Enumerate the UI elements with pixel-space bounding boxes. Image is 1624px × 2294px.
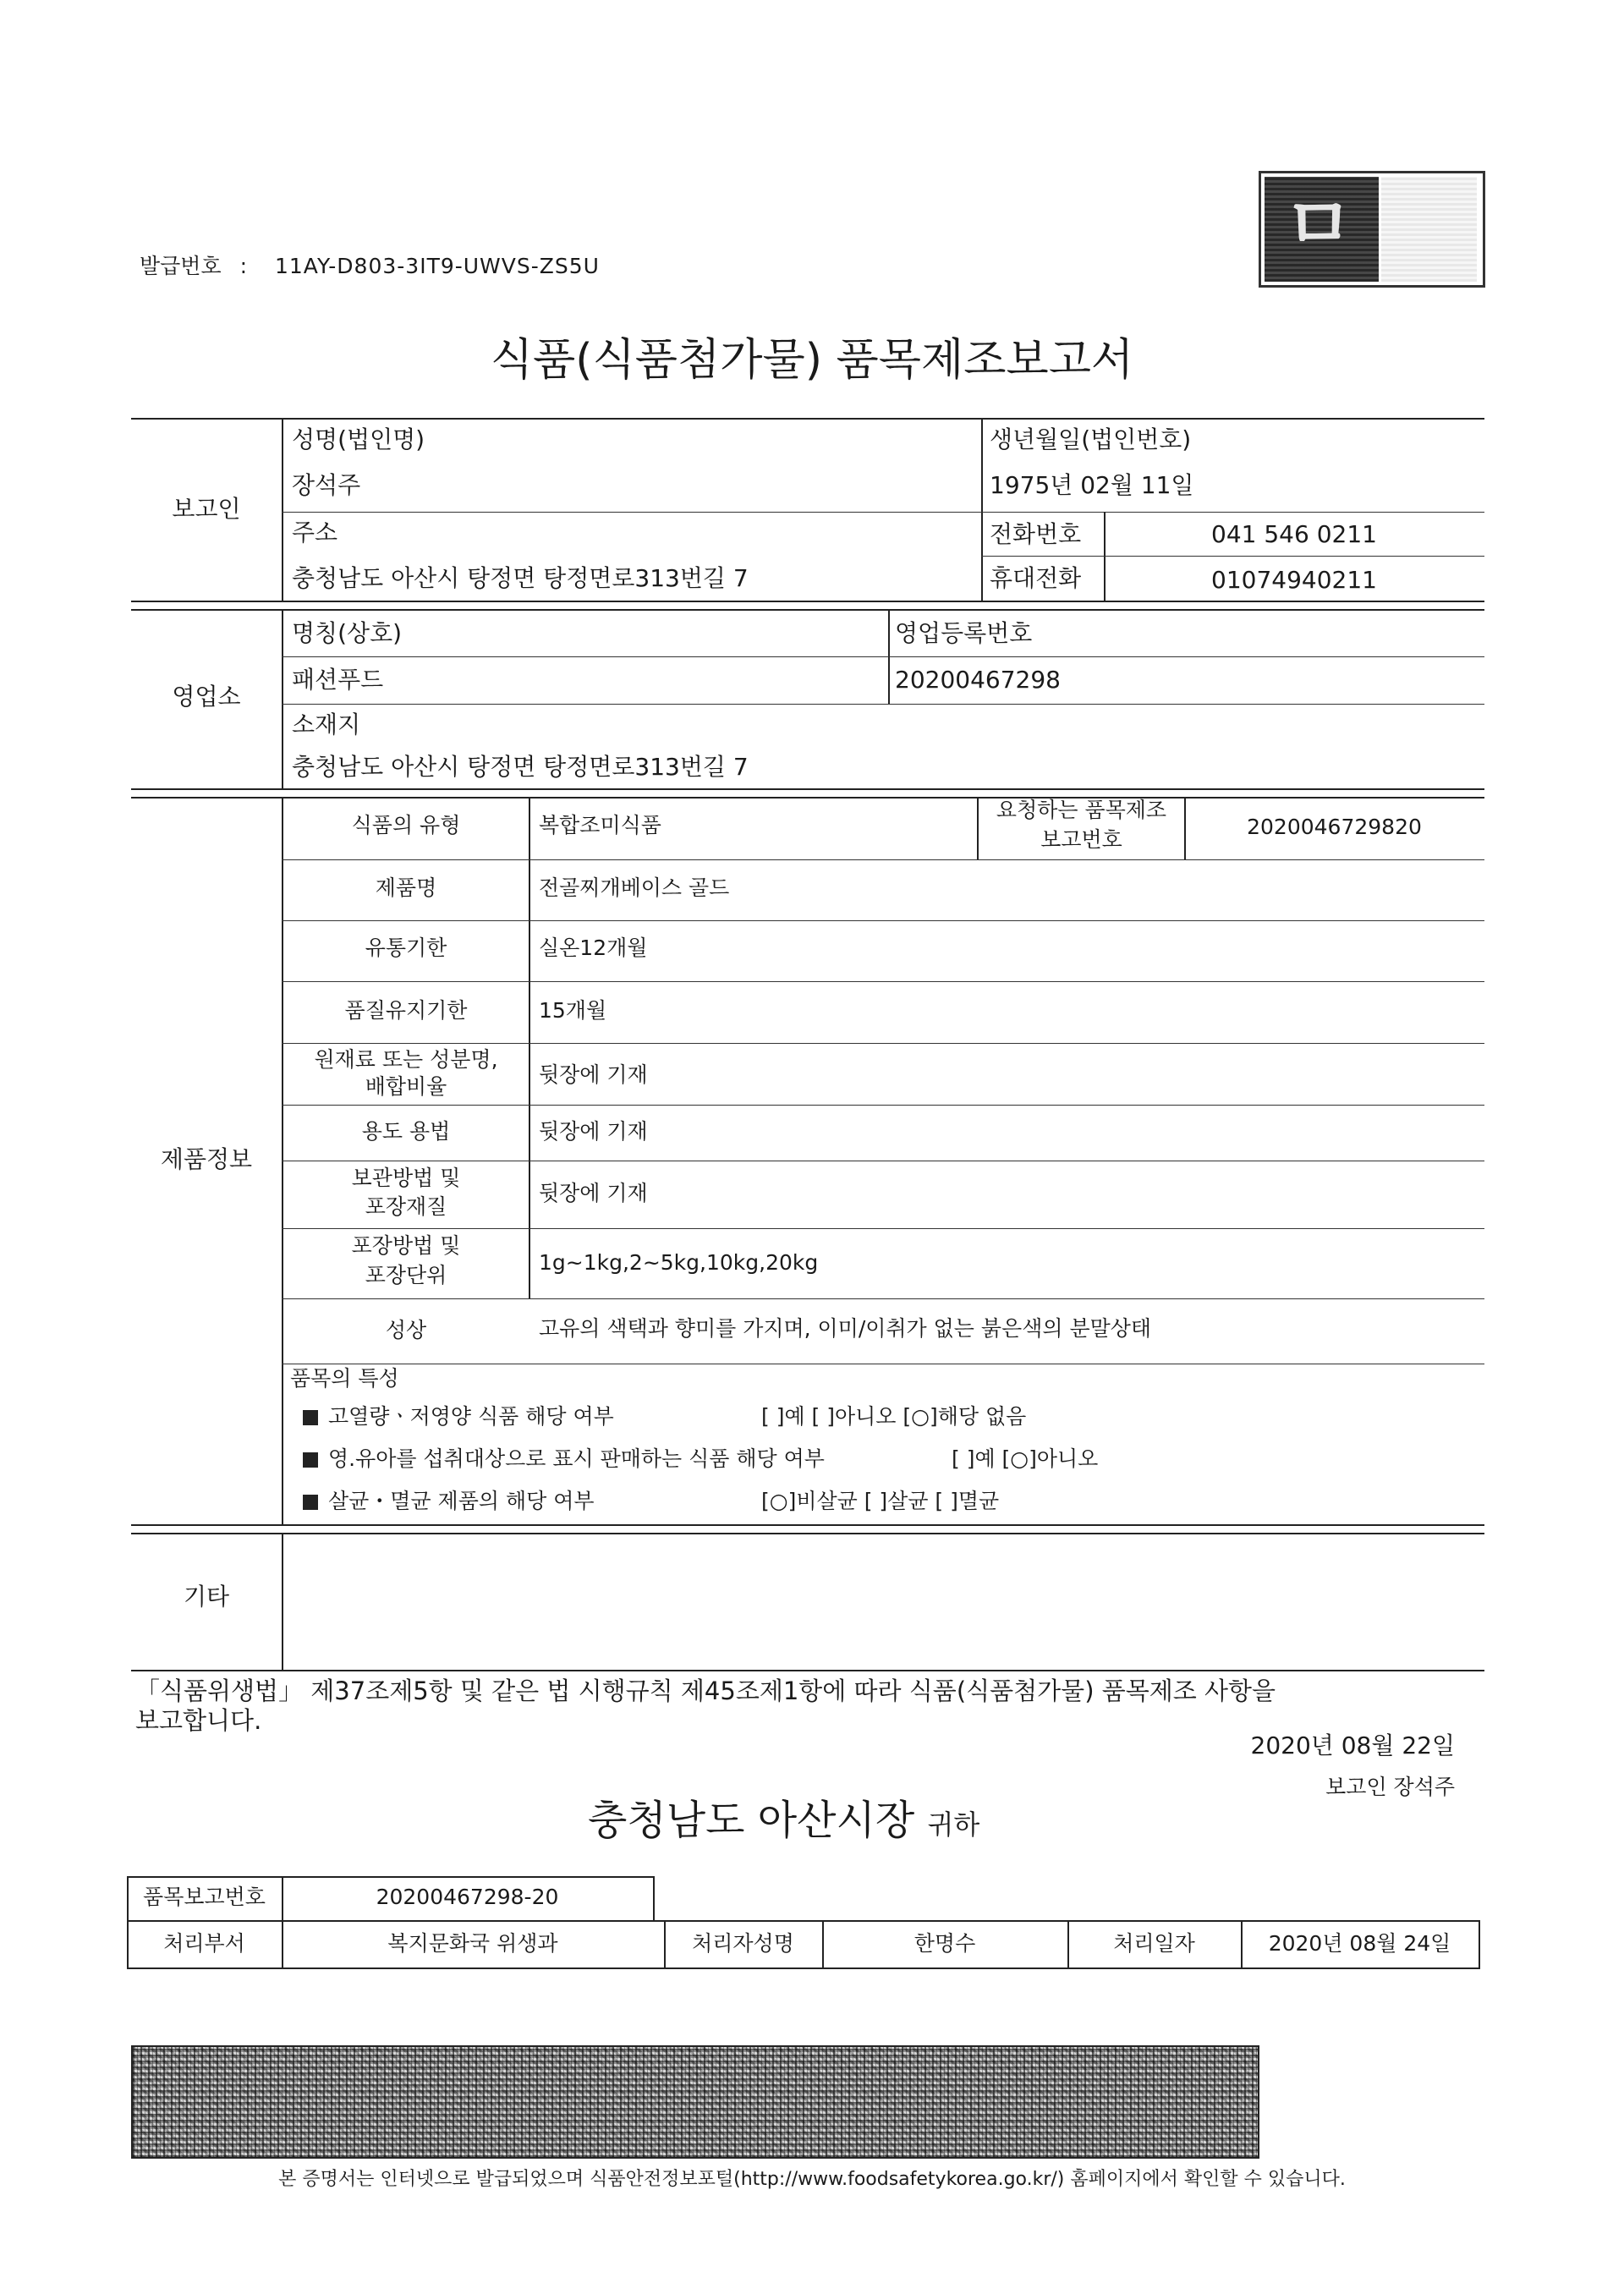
statement-text-2: 보고합니다. [135, 1706, 262, 1735]
storage-label: 보관방법 및 [351, 1166, 461, 1190]
feature-item: 살균・멸균 제품의 해당 여부 [303, 1490, 595, 1512]
product-name-label: 제품명 [375, 875, 437, 900]
report-no-label: 요청하는 품목제조 [996, 798, 1167, 822]
reporter-dob: 1975년 02월 11일 [990, 471, 1194, 499]
verification-stamp [1259, 171, 1485, 288]
product-quality: 15개월 [539, 998, 607, 1023]
ingredients-label-2: 배합비율 [365, 1074, 447, 1099]
product-packaging: 1g~1kg,2~5kg,10kg,20kg [539, 1250, 819, 1275]
page-title: 식품(식품첨가물) 품목제조보고서 [490, 335, 1134, 386]
usage-label: 용도 용법 [361, 1119, 451, 1144]
issue-label: 발급번호 : [140, 254, 247, 278]
report-date: 2020년 08월 22일 [1250, 1731, 1455, 1759]
reporter-name: 장석주 [292, 471, 361, 499]
packaging-label-2: 포장단위 [365, 1263, 447, 1287]
feature-options: [○]비살균 [ ]살균 [ ]멸균 [761, 1489, 1000, 1513]
square-bullet-icon [303, 1452, 318, 1468]
product-name: 전골찌개베이스 골드 [539, 875, 730, 900]
recipient: 충청남도 아산시장 귀하 [588, 1797, 980, 1844]
report-no-label-2: 보고번호 [1040, 827, 1122, 852]
other-label: 기타 [183, 1583, 230, 1611]
phone-label: 전화번호 [990, 520, 1082, 548]
ingredients-label: 원재료 또는 성분명, [314, 1047, 498, 1072]
processing-report-no-label: 품목보고번호 [143, 1885, 266, 1909]
quality-label: 품질유지기한 [344, 998, 468, 1023]
name-label: 성명(법인명) [292, 425, 425, 453]
processor-label: 처리자성명 [692, 1931, 794, 1956]
business-name: 패션푸드 [292, 666, 384, 694]
product-ingredients: 뒷장에 기재 [539, 1062, 648, 1087]
processing-report-no: 20200467298-20 [376, 1885, 559, 1909]
business-location: 충청남도 아산시 탕정면 탕정면로313번길 7 [292, 753, 749, 781]
statement-text: 「식품위생법」 제37조제5항 및 같은 법 시행규칙 제45조제1항에 따라 식품(식품첨가물) 품목제조 사항을 [135, 1677, 1276, 1705]
mobile-label: 휴대전화 [990, 564, 1082, 592]
signer: 보고인 장석주 [1325, 1775, 1455, 1799]
address-label: 주소 [292, 519, 338, 546]
reporter-phone: 041 546 0211 [1211, 520, 1377, 548]
product-type: 복합조미식품 [539, 813, 661, 837]
product-section-label: 제품정보 [160, 1145, 253, 1173]
product-storage: 뒷장에 기재 [539, 1181, 648, 1205]
processing-date-label: 처리일자 [1113, 1931, 1195, 1956]
stamp-mark-icon: ㅁ [1283, 183, 1354, 267]
dob-label: 생년월일(법인번호) [990, 425, 1192, 453]
packaging-label: 포장방법 및 [351, 1233, 461, 1258]
feature-item: 고열량ㆍ저영양 식품 해당 여부 [303, 1406, 614, 1427]
business-reg: 20200467298 [895, 666, 1061, 694]
processor-name: 한명수 [914, 1931, 976, 1956]
location-label: 소재지 [292, 711, 361, 738]
feature-options: [ ]예 [ ]아니오 [○]해당 없음 [761, 1404, 1027, 1429]
footer-notice: 본 증명서는 인터넷으로 발급되었으며 식품안전정보포털(http://www.foodsafetykorea.go.kr/) 홈페이지에서 확인할 수 있습니다. [278, 2169, 1346, 2190]
dept-label: 처리부서 [163, 1931, 245, 1956]
business-name-label: 명칭(상호) [292, 619, 403, 647]
processing-dept: 복지문화국 위생과 [387, 1931, 558, 1956]
square-bullet-icon [303, 1410, 318, 1425]
product-expiry: 실온12개월 [539, 936, 648, 960]
appearance-label: 성상 [385, 1318, 427, 1342]
expiry-label: 유통기한 [365, 936, 447, 960]
feature-options: [ ]예 [○]아니오 [952, 1446, 1099, 1471]
business-reg-label: 영업등록번호 [895, 619, 1033, 647]
security-barcode [131, 2045, 1259, 2159]
reporter-mobile: 01074940211 [1211, 566, 1377, 594]
storage-label-2: 포장재질 [365, 1194, 447, 1219]
business-section-label: 영업소 [172, 683, 241, 711]
issue-number: 11AY-D803-3IT9-UWVS-ZS5U [275, 254, 600, 278]
type-label: 식품의 유형 [351, 813, 461, 837]
reporter-section-label: 보고인 [172, 495, 241, 523]
requested-report-no: 2020046729820 [1247, 815, 1422, 839]
processing-date: 2020년 08월 24일 [1268, 1931, 1451, 1956]
features-label: 품목의 특성 [290, 1366, 399, 1391]
feature-item: 영.유아를 섭취대상으로 표시 판매하는 식품 해당 여부 [303, 1448, 825, 1469]
product-usage: 뒷장에 기재 [539, 1119, 648, 1144]
product-appearance: 고유의 색택과 향미를 가지며, 이미/이취가 없는 붉은색의 분말상태 [539, 1316, 1152, 1341]
square-bullet-icon [303, 1495, 318, 1510]
reporter-address: 충청남도 아산시 탕정면 탕정면로313번길 7 [292, 564, 749, 592]
